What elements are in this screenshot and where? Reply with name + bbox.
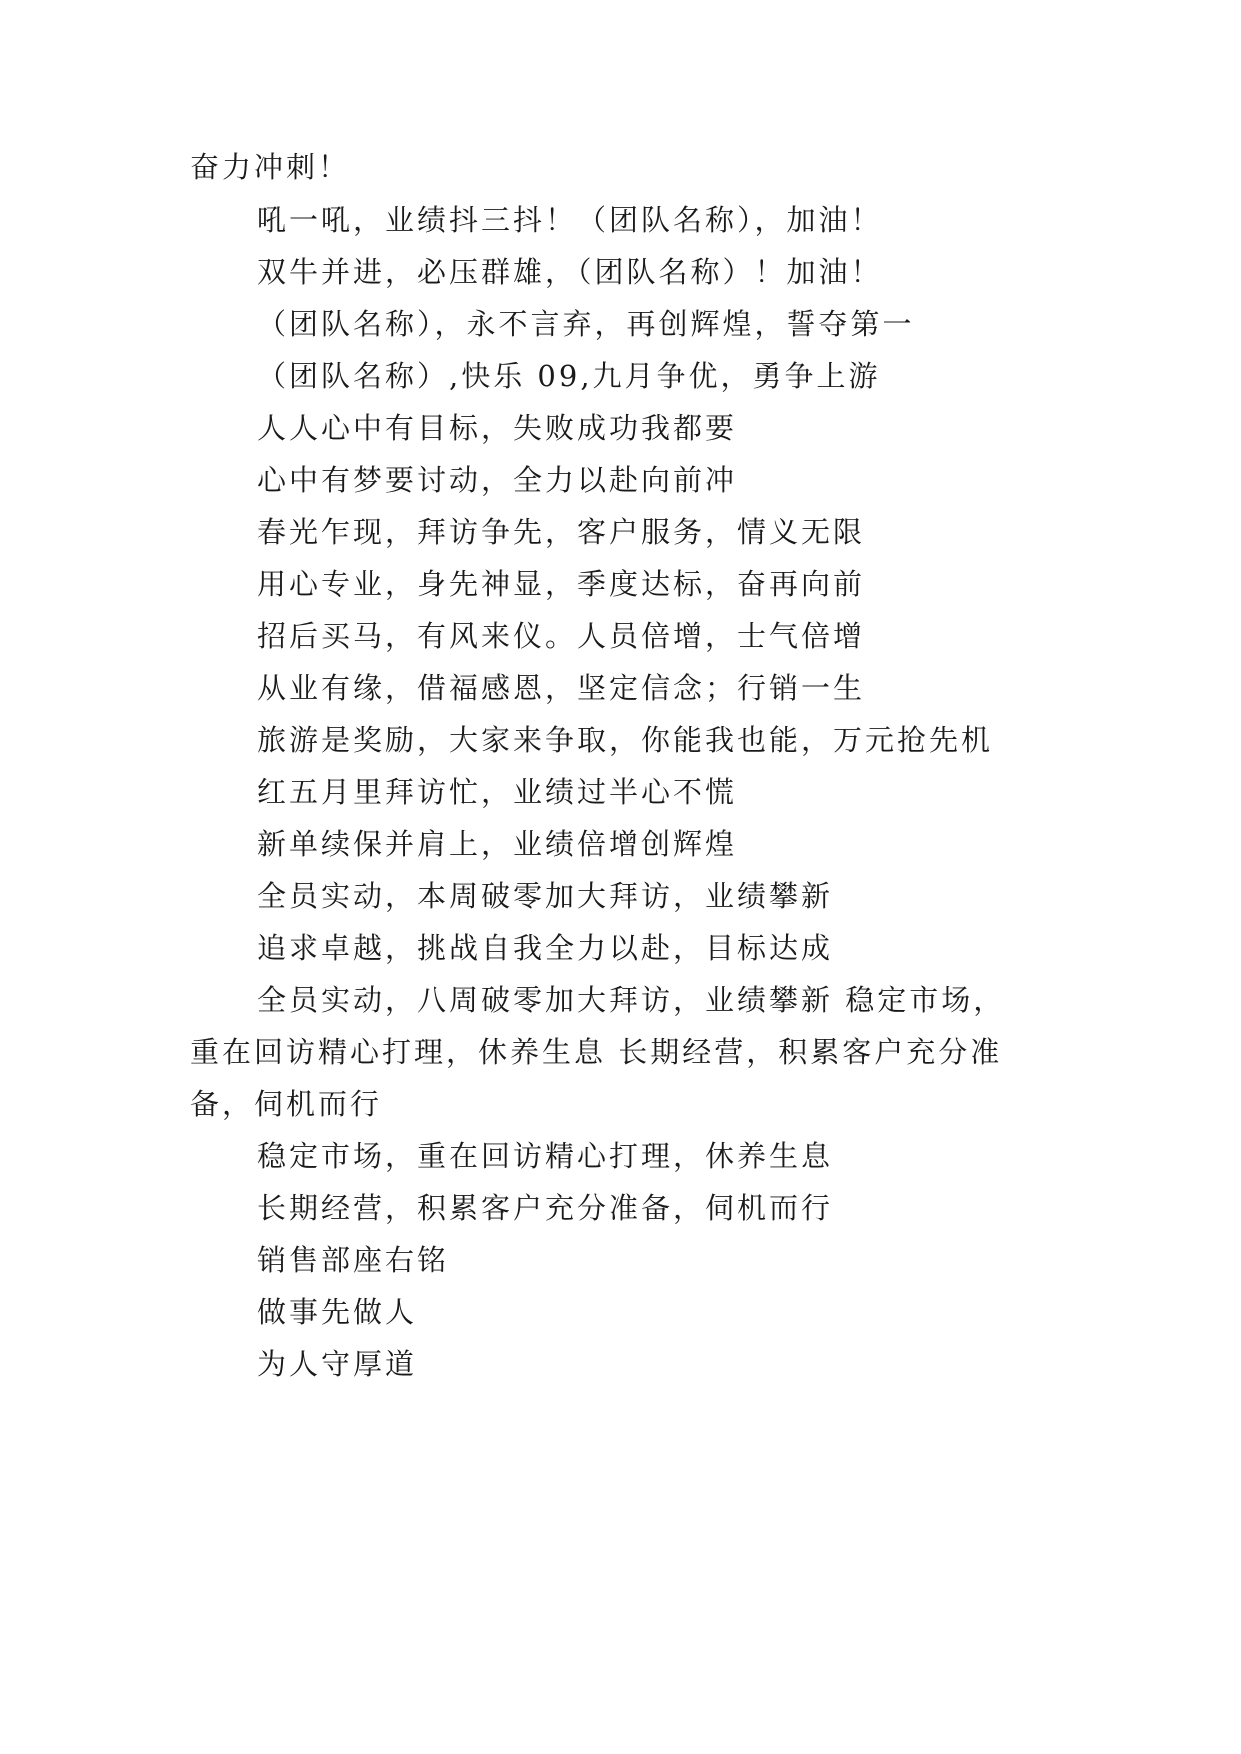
text-line: 从业有缘，借福感恩，坚定信念；行销一生 — [257, 671, 866, 705]
text-line: 重在回访精心打理，休养生息 长期经营，积累客户充分准 — [190, 1035, 1003, 1069]
text-line: 备，伺机而行 — [190, 1087, 383, 1121]
text-line: 新单续保并肩上，业绩倍增创辉煌 — [257, 827, 738, 861]
text-line: 旅游是奖励，大家来争取，你能我也能，万元抢先机 — [257, 723, 994, 757]
text-line: 人人心中有目标，失败成功我都要 — [257, 411, 738, 445]
text-line: 销售部座右铭 — [257, 1243, 450, 1277]
text-line: （团队名称）,快乐 09,九月争优，勇争上游 — [257, 359, 881, 393]
text-line: 长期经营，积累客户充分准备，伺机而行 — [257, 1191, 834, 1225]
text-line: 红五月里拜访忙，业绩过半心不慌 — [257, 775, 738, 809]
text-line: 全员实动，本周破零加大拜访，业绩攀新 — [257, 879, 834, 913]
text-line: 用心专业，身先神显，季度达标，奋再向前 — [257, 567, 866, 601]
text-line: 春光乍现，拜访争先，客户服务，情义无限 — [257, 515, 866, 549]
text-line: 为人守厚道 — [257, 1347, 418, 1381]
text-line: 奋力冲刺！ — [190, 150, 351, 184]
text-line: 稳定市场，重在回访精心打理，休养生息 — [257, 1139, 834, 1173]
text-line: 全员实动，八周破零加大拜访，业绩攀新 稳定市场， — [257, 983, 1006, 1017]
text-line: 双牛并进，必压群雄，（团队名称）！加油！ — [257, 255, 883, 289]
text-line: 招后买马，有风来仪。人员倍增，士气倍增 — [257, 619, 866, 653]
text-line: 吼一吼，业绩抖三抖！（团队名称），加油！ — [257, 203, 883, 237]
text-line: 心中有梦要讨动，全力以赴向前冲 — [257, 463, 738, 497]
text-line: （团队名称），永不言弃，再创辉煌，誓夺第一 — [257, 307, 915, 341]
text-line: 追求卓越，挑战自我全力以赴，目标达成 — [257, 931, 834, 965]
text-line: 做事先做人 — [257, 1295, 418, 1329]
